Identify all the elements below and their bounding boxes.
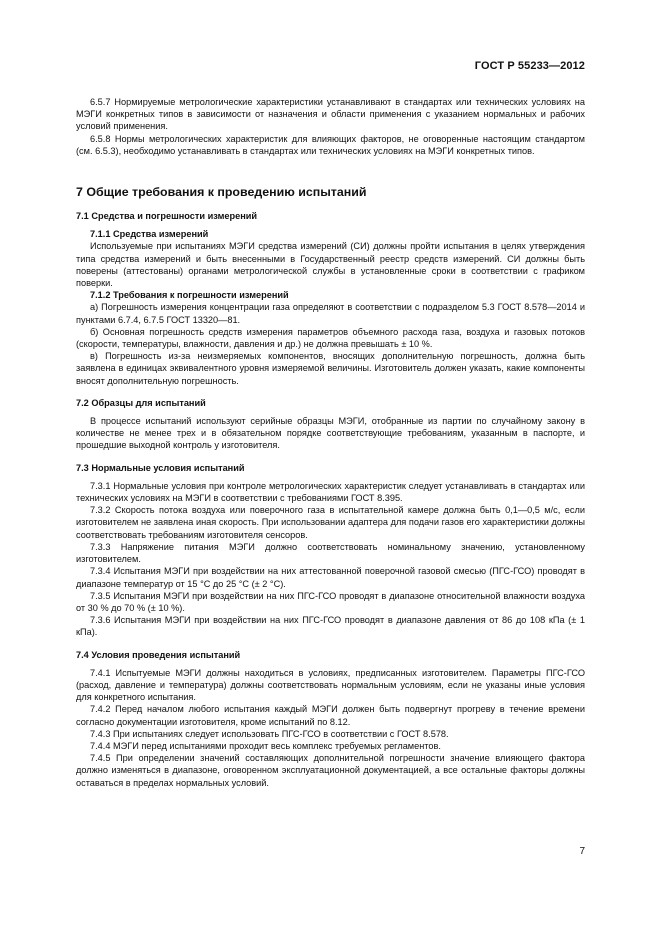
page-number: 7 <box>579 846 585 857</box>
paragraph-7-2: В процессе испытаний используют серийные образцы МЭГИ, отобранные из партии по случайному закону в количестве не менее трех и в обязательном порядке соответствующие требованиям, указанным в паспорте, и прошедшие выходной контроль у изготовителя. <box>76 416 585 451</box>
paragraph-6-5-8: 6.5.8 Нормы метрологических характеристик для влияющих факторов, не оговоренные настоящим стандартом (см. 6.5.3), необходимо устанавливать в стандартах или технических условиях на МЭГИ конкретных типов. <box>76 133 585 156</box>
standard-designation: ГОСТ Р 55233—2012 <box>474 60 585 72</box>
paragraph-6-5-7: 6.5.7 Нормируемые метрологические характеристики устанавливают в стандартах или технических условиях на МЭГИ конкретных типов в зависимости от назначения и области применения с указанием нормальных и рабочих условий применения. <box>76 97 585 132</box>
section-7-1-heading: 7.1 Средства и погрешности измерений <box>76 211 258 222</box>
paragraph-7-1-2-c: в) Погрешность из-за неизмеряемых компонентов, вносящих дополнительную погрешность, должна быть заявлена в единицах эквивалентного уровня измеряемой величины. Изготовитель должен указать, какие компоненты вносят дополнительную погрешность. <box>76 351 585 386</box>
paragraph-7-1-2-b: б) Основная погрешность средств измерения параметров объемного расхода газа, воздуха и газовых потоков (скорости, температуры, влажности, давления и др.) не должна превышать ± 10 %. <box>76 326 585 350</box>
paragraph-7-4-4: 7.4.4 МЭГИ перед испытаниями проходит весь комплекс требуемых регламентов. <box>90 740 441 751</box>
paragraph-7-3-6: 7.3.6 Испытания МЭГИ при воздействии на них ПГС-ГСО проводят в диапазоне давления от 86 до 108 кПа (± 1 кПа). <box>76 615 585 638</box>
section-7-2-heading: 7.2 Образцы для испытаний <box>76 397 206 408</box>
paragraph-7-3-3: 7.3.3 Напряжение питания МЭГИ должно соответствовать номинальному значению, установленному изготовителем. <box>76 541 585 565</box>
section-7-heading: 7 Общие требования к проведению испытаний <box>76 185 367 200</box>
section-7-1-1-heading: 7.1.1 Средства измерений <box>90 229 209 240</box>
paragraph-7-4-5: 7.4.5 При определении значений составляющих дополнительной погрешности значение влияющего фактора должно изменяться в диапазоне, оговоренном эксплуатационной документацией, а все остальные факторы должны оставаться в пределах нормальных условий. <box>76 753 585 788</box>
section-7-4-heading: 7.4 Условия проведения испытаний <box>76 649 241 660</box>
page-content <box>76 96 585 789</box>
section-7-3-heading: 7.3 Нормальные условия испытаний <box>76 462 245 473</box>
paragraph-7-3-4: 7.3.4 Испытания МЭГИ при воздействии на них аттестованной поверочной газовой смесью (ПГС-ГСО) проводят в диапазоне температур от 15 °С до 25 °С (± 2 °С). <box>76 566 585 589</box>
paragraph-7-3-5: 7.3.5 Испытания МЭГИ при воздействии на них ПГС-ГСО проводят в диапазоне относительной влажности воздуха от 30 % до 70 % (± 10 %). <box>76 590 585 613</box>
paragraph-7-3-2: 7.3.2 Скорость потока воздуха или поверочного газа в испытательной камере должна быть 0,1—0,5 м/с, если изготовителем не заявлена иная скорость. При использовании адаптера для подачи газов его характеристики должны соответствовать требованиям изготовителя сенсоров. <box>76 505 585 540</box>
paragraph-7-4-2: 7.4.2 Перед началом любого испытания каждый МЭГИ должен быть подвергнут прогреву в течение времени согласно документации изготовителя, кроме испытаний по 8.12. <box>76 704 585 727</box>
paragraph-7-1-2-a: а) Погрешность измерения концентрации газа определяют в соответствии с подразделом 5.3 ГОСТ 8.578—2014 и пунктами 6.7.4, 6.7.5 ГОСТ 13320—81. <box>76 302 585 325</box>
paragraph-7-4-3: 7.4.3 При испытаниях следует использовать ПГС-ГСО в соответствии с ГОСТ 8.578. <box>90 728 449 739</box>
paragraph-7-3-1: 7.3.1 Нормальные условия при контроле метрологических характеристик следует устанавливать в стандартах или технических условиях на МЭГИ в соответствии с требованиями ГОСТ 8.395. <box>76 480 585 504</box>
paragraph-7-1-1: Используемые при испытаниях МЭГИ средства измерений (СИ) должны пройти испытания в целях утверждения типа средства измерений и быть внесенными в Государственный реестр средств измерений. СИ должны быть поверены (аттестованы) органами метрологической службы в установленные сроки в соответствии с графиком поверки. <box>76 241 585 289</box>
paragraph-7-4-1: 7.4.1 Испытуемые МЭГИ должны находиться в условиях, предписанных изготовителем. Параметры ПГС-ГСО (расход, давление и температура) должны соответствовать нормальным условиям, если не указаны иные условия для конкретного испытания. <box>76 667 585 703</box>
section-7-1-2-heading: 7.1.2 Требования к погрешности измерений <box>90 290 289 301</box>
